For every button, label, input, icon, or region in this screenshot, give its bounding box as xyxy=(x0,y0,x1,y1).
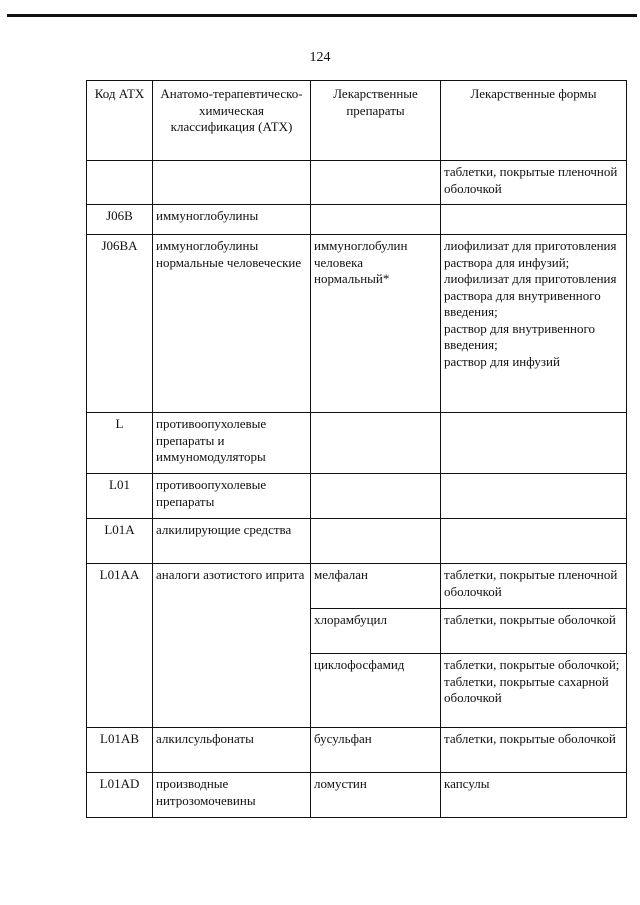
cell-forms xyxy=(441,205,627,235)
table-row xyxy=(87,564,627,609)
cell-code: L01 xyxy=(87,474,153,519)
cell-forms: таблетки, покрытые оболочкой xyxy=(441,728,627,773)
cell-forms: таблетки, покрытые оболочкой; таблетки, покрытые сахарной оболочкой xyxy=(441,654,627,728)
cell-classification: противоопухолевые препараты xyxy=(153,474,311,519)
cell-drug: иммуноглобулин человека нормальный* xyxy=(311,235,441,413)
cell-classification: иммуноглобулины xyxy=(153,205,311,235)
cell-classification: алкилсульфонаты xyxy=(153,728,311,773)
cell-forms: таблетки, покрытые пленочной оболочкой xyxy=(441,161,627,205)
cell-classification: противоопухолевые препараты и иммуномодуляторы xyxy=(153,413,311,474)
cell-forms xyxy=(441,519,627,564)
cell-forms: таблетки, покрытые пленочной оболочкой xyxy=(441,564,627,609)
cell-drug: мелфалан xyxy=(311,564,441,609)
cell-code: J06BA xyxy=(87,235,153,413)
cell-drug xyxy=(311,474,441,519)
cell-classification: алкилирующие средства xyxy=(153,519,311,564)
top-rule xyxy=(7,14,637,17)
header-dosage-forms: Лекарственные формы xyxy=(441,81,627,161)
table-row xyxy=(87,773,627,818)
atc-table xyxy=(86,80,627,818)
cell-drug xyxy=(311,205,441,235)
cell-code: L01AB xyxy=(87,728,153,773)
header-drugs: Лекарственные препараты xyxy=(311,81,441,161)
page-number: 124 xyxy=(309,50,331,65)
cell-classification: производные нитрозомочевины xyxy=(153,773,311,818)
cell-drug xyxy=(311,519,441,564)
cell-drug xyxy=(311,161,441,205)
cell-forms: капсулы xyxy=(441,773,627,818)
cell-drug xyxy=(311,413,441,474)
cell-drug: бусульфан xyxy=(311,728,441,773)
cell-forms xyxy=(441,474,627,519)
cell-code xyxy=(87,161,153,205)
cell-forms: лиофилизат для приготовления раствора для инфузий; лиофилизат для приготовления раствора для внутривенного введения; раствор для внутривенного введения; раствор для инфузий xyxy=(441,235,627,413)
cell-code: L01AA xyxy=(87,564,153,728)
header-atc-code: Код АТХ xyxy=(87,81,153,161)
cell-code: L xyxy=(87,413,153,474)
cell-classification: иммуноглобулины нормальные человеческие xyxy=(153,235,311,413)
cell-forms xyxy=(441,413,627,474)
cell-code: L01AD xyxy=(87,773,153,818)
table-row xyxy=(87,413,627,474)
header-atc-classification: Анатомо-терапевтическо-химическая классификация (АТХ) xyxy=(153,81,311,161)
cell-drug: циклофосфамид xyxy=(311,654,441,728)
table-row xyxy=(87,728,627,773)
cell-forms: таблетки, покрытые оболочкой xyxy=(441,609,627,654)
table-row xyxy=(87,235,627,413)
cell-code: L01A xyxy=(87,519,153,564)
table-header-row xyxy=(87,81,627,161)
cell-drug: хлорамбуцил xyxy=(311,609,441,654)
table-row xyxy=(87,161,627,205)
cell-classification xyxy=(153,161,311,205)
table-row xyxy=(87,474,627,519)
cell-code: J06B xyxy=(87,205,153,235)
table-row xyxy=(87,519,627,564)
cell-classification: аналоги азотистого иприта xyxy=(153,564,311,728)
table-row xyxy=(87,205,627,235)
cell-drug: ломустин xyxy=(311,773,441,818)
